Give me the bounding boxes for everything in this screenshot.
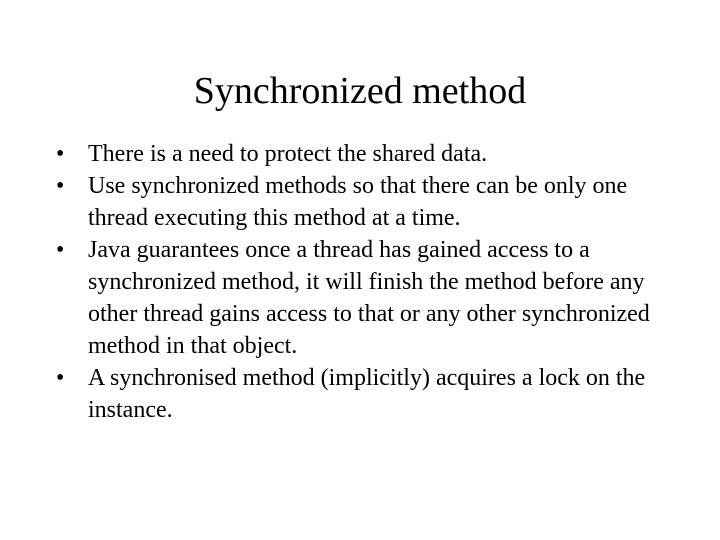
bullet-text-1: There is a need to protect the shared data.	[88, 141, 488, 167]
bullet-icon: •	[56, 365, 65, 391]
bullet-item-3	[56, 234, 666, 362]
bullet-text-3: Java guarantees once a thread has gained access to a synchronized method, it will finish the method before any other thread gains access to that or any other synchronized method in that object.	[88, 237, 650, 359]
bullet-item-2	[56, 170, 666, 234]
bullet-icon: •	[56, 237, 65, 263]
bullet-text-4: A synchronised method (implicitly) acquires a lock on the instance.	[88, 365, 646, 423]
bullet-text-2: Use synchronized methods so that there can be only one thread executing this method at a time.	[88, 173, 628, 231]
bullet-icon: •	[56, 141, 65, 167]
bullet-item-4	[56, 362, 666, 426]
bullet-icon: •	[56, 173, 65, 199]
bullet-item-1	[56, 138, 666, 170]
slide-title: Synchronized method	[193, 70, 527, 112]
bullet-list	[56, 138, 666, 426]
